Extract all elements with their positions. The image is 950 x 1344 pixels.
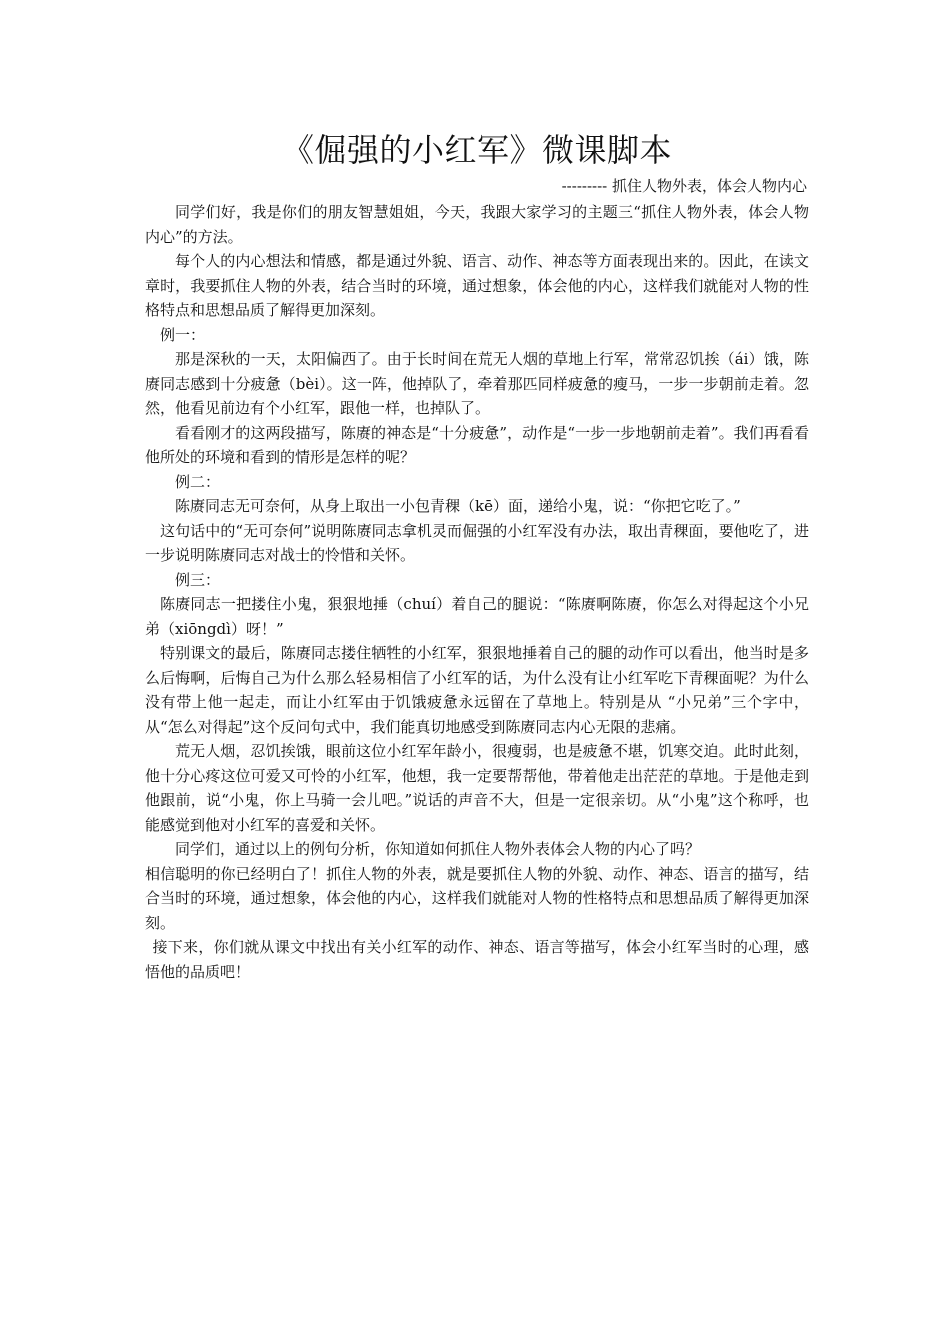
example-two-text: 陈赓同志无可奈何，从身上取出一小包青稞（kē）面，递给小鬼，说：“你把它吃了。” — [175, 497, 741, 515]
example-three-label: 例三： — [175, 570, 221, 589]
paragraph-method: 每个人的内心想法和情感，都是通过外貌、语言、动作、神态等方面表现出来的。因此，在读文章时，我要抓住人物的外表，结合当时的环境，通过想象，体会他的内心，这样我们就能对人物的性格特点和思想品质了解得更加深刻。 — [145, 252, 809, 319]
paragraph-summary: 相信聪明的你已经明白了！抓住人物的外表，就是要抓住人物的外貌、动作、神态、语言的描写，结合当时的环境，通过想象，体会他的内心，这样我们就能对人物的性格特点和思想品质了解得更加深刻。 — [145, 864, 809, 932]
example-three-text: 陈赓同志一把搂住小鬼，狠狠地捶（chuí）着自己的腿说：“陈赓啊陈赓，你怎么对得起这个小兄弟（xiōngdì）呀！” — [145, 595, 809, 638]
document-subtitle: --------- 抓住人物外表，体会人物内心 — [561, 177, 807, 195]
document-body — [145, 200, 809, 984]
example-two-label: 例二： — [175, 472, 221, 491]
example-one-text: 那是深秋的一天，太阳偏西了。由于长时间在荒无人烟的草地上行军，常常忍饥挨（ái）饿，陈赓同志感到十分疲惫（bèi）。这一阵，他掉队了，牵着那匹同样疲惫的瘦马，一步一步朝前走着。忽然，他看见前边有个小红军，跟他一样，也掉队了。 — [145, 350, 809, 417]
example-three-analysis: 特别课文的最后，陈赓同志搂住牺牲的小红军，狠狠地捶着自己的腿的动作可以看出，他当时是多么后悔啊，后悔自己为什么那么轻易相信了小红军的话，为什么没有让小红军吃下青稞面呢？为什么没有带上他一起走，而让小红军由于饥饿疲惫永远留在了草地上。特别是从 “小兄弟”三个字中，从“怎么对得起”这个反问句式中，我们能真切地感受到陈赓同志内心无限的悲痛。 — [145, 644, 809, 736]
example-two-analysis: 这句话中的“无可奈何”说明陈赓同志拿机灵而倔强的小红军没有办法，取出青稞面，要他吃了，进一步说明陈赓同志对战士的怜惜和关怀。 — [145, 521, 809, 564]
paragraph-question: 同学们，通过以上的例句分析，你知道如何抓住人物外表体会人物的内心了吗？ — [175, 840, 701, 858]
paragraph-environment: 荒无人烟，忍饥挨饿，眼前这位小红军年龄小，很瘦弱，也是疲惫不堪，饥寒交迫。此时此刻，他十分心疼这位可爱又可怜的小红军，他想，我一定要帮帮他，带着他走出茫茫的草地。于是他走到他跟前，说“小鬼，你上马骑一会儿吧。”说话的声音不大，但是一定很亲切。从“小鬼”这个称呼，也能感觉到他对小红军的喜爱和关怀。 — [145, 742, 809, 834]
document-title: 《倔强的小红军》微课脚本 — [281, 131, 672, 169]
example-one-label: 例一： — [160, 325, 206, 344]
example-one-analysis: 看看刚才的这两段描写，陈赓的神态是“十分疲惫”，动作是“一步一步地朝前走着”。我们再看看他所处的环境和看到的情形是怎样的呢？ — [145, 423, 809, 466]
paragraph-assignment: 接下来，你们就从课文中找出有关小红军的动作、神态、语言等描写，体会小红军当时的心理，感悟他的品质吧！ — [145, 938, 809, 981]
paragraph-intro: 同学们好，我是你们的朋友智慧姐姐，今天，我跟大家学习的主题三“抓住人物外表，体会人物内心”的方法。 — [145, 203, 809, 246]
